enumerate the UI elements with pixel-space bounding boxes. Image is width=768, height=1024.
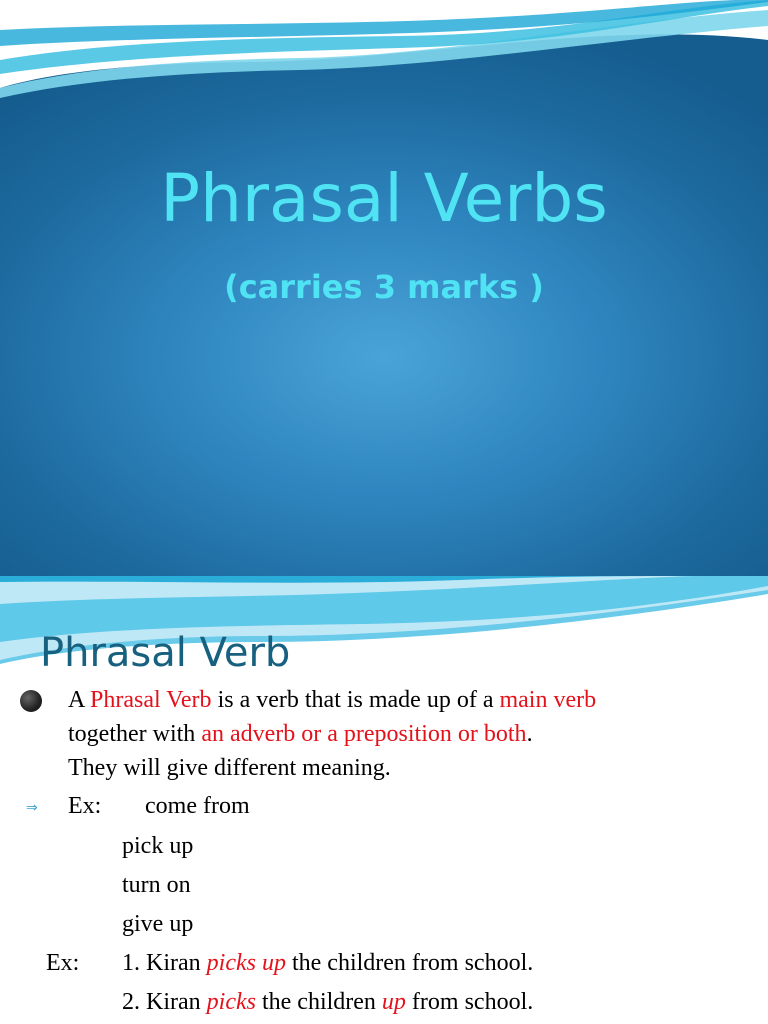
- definition-line-3: They will give different meaning.: [68, 755, 391, 781]
- arrow-bullet-icon: ⇒: [26, 800, 38, 816]
- highlight-phrasal-verb: Phrasal Verb: [90, 687, 212, 713]
- content-slide: [0, 576, 768, 1024]
- example-sentence-1: [122, 945, 533, 981]
- text-span: from school.: [405, 989, 534, 1015]
- bullet-icon: [20, 690, 42, 712]
- sentences-label: Ex:: [46, 950, 80, 976]
- text-span: the children: [255, 989, 382, 1015]
- text-span: 1. Kiran: [122, 950, 207, 976]
- example-item: come from: [145, 793, 250, 819]
- slide-subtitle: (carries 3 marks ): [224, 268, 544, 306]
- highlight-verb: picks up: [206, 950, 286, 976]
- highlight-adverb-preposition: an adverb or a preposition or both: [201, 721, 527, 747]
- text-span: the children from school.: [285, 950, 534, 976]
- example-item: give up: [122, 911, 194, 937]
- example-item: pick up: [122, 833, 194, 859]
- example-sentence-2: [122, 984, 533, 1020]
- definition-line-1: [68, 682, 596, 718]
- text-span: is a verb that is made up of a: [211, 687, 500, 713]
- definition-line-2: [68, 716, 533, 752]
- slide-title: Phrasal Verb: [40, 630, 291, 676]
- text-span: together with: [68, 721, 202, 747]
- highlight-particle: up: [381, 989, 406, 1015]
- example-item: turn on: [122, 872, 191, 898]
- highlight-verb: picks: [206, 989, 256, 1015]
- examples-label: Ex:: [68, 793, 102, 819]
- text-span: .: [526, 721, 533, 747]
- slide-title: Phrasal Verbs: [160, 160, 608, 237]
- highlight-main-verb: main verb: [499, 687, 597, 713]
- text-span: A: [68, 687, 91, 713]
- wave-decoration: [0, 0, 768, 110]
- text-span: 2. Kiran: [122, 989, 207, 1015]
